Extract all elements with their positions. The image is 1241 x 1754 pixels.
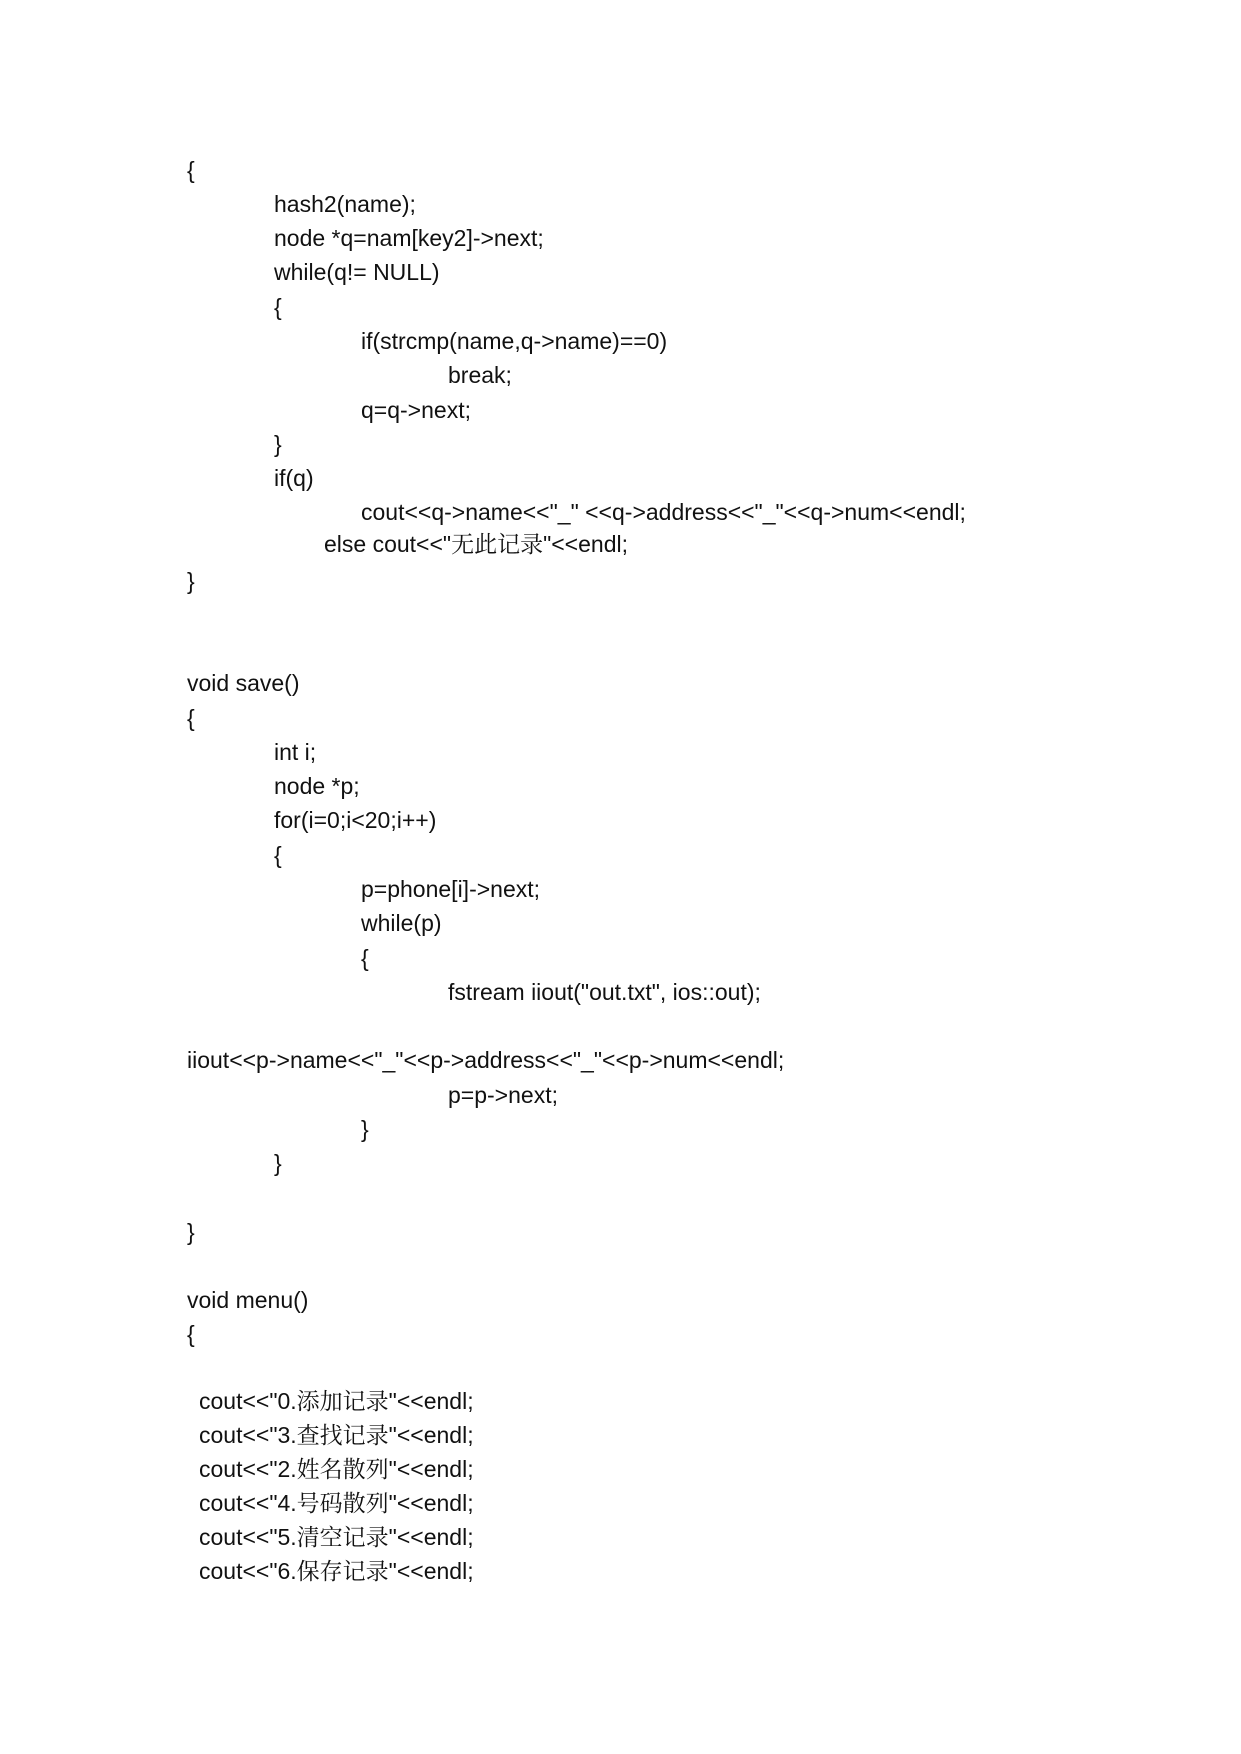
code-line: } [187, 1219, 195, 1245]
code-line: p=p->next; [448, 1082, 558, 1108]
code-line: void menu() [187, 1287, 309, 1313]
code-line: for(i=0;i<20;i++) [274, 807, 437, 833]
code-line: int i; [274, 739, 317, 765]
code-line: cout<<"5.清空记录"<<endl; [199, 1524, 474, 1550]
code-line: void save() [187, 670, 300, 696]
code-line: else cout<<"无此记录"<<endl; [324, 531, 628, 557]
code-line: cout<<"0.添加记录"<<endl; [199, 1388, 474, 1414]
code-line: } [274, 431, 282, 457]
code-line: } [187, 568, 195, 594]
code-line: cout<<"4.号码散列"<<endl; [199, 1490, 474, 1516]
code-line: cout<<"2.姓名散列"<<endl; [199, 1456, 474, 1482]
code-line: { [274, 842, 282, 868]
code-line: q=q->next; [361, 397, 471, 423]
code-line: cout<<q->name<<"_" <<q->address<<"_"<<q->num<<endl; [361, 499, 966, 525]
code-line: { [187, 1321, 195, 1347]
code-line: iiout<<p->name<<"_"<<p->address<<"_"<<p->num<<endl; [187, 1047, 785, 1073]
code-line: if(q) [274, 465, 314, 491]
code-line: node *p; [274, 773, 360, 799]
code-line: cout<<"3.查找记录"<<endl; [199, 1422, 474, 1448]
code-line: if(strcmp(name,q->name)==0) [361, 328, 668, 354]
code-line: p=phone[i]->next; [361, 876, 541, 902]
code-line: while(p) [361, 910, 442, 936]
code-line: { [187, 705, 195, 731]
code-line: while(q!= NULL) [274, 259, 440, 285]
code-line: { [361, 945, 369, 971]
code-line: } [361, 1116, 369, 1142]
code-line: { [187, 157, 195, 183]
code-line: node *q=nam[key2]->next; [274, 225, 544, 251]
code-line: fstream iiout("out.txt", ios::out); [448, 979, 761, 1005]
code-line: { [274, 294, 282, 320]
code-line: break; [448, 362, 512, 388]
code-line: cout<<"6.保存记录"<<endl; [199, 1558, 474, 1584]
code-line: hash2(name); [274, 191, 416, 217]
code-line: } [274, 1150, 282, 1176]
